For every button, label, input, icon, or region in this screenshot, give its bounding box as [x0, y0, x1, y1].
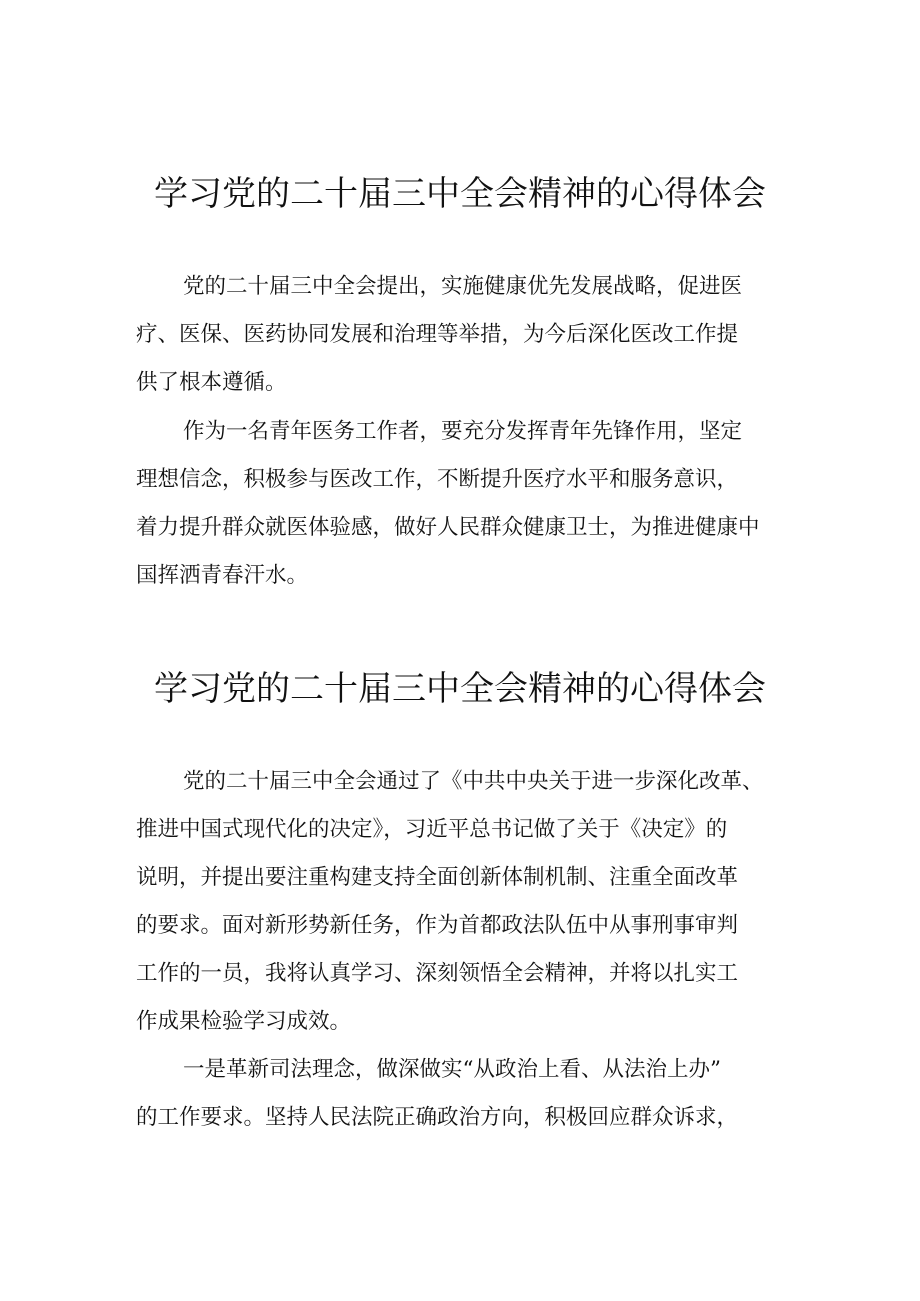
- paragraph-line: 一是革新司法理念，做深做实“从政治上看、从法治上办”: [183, 1057, 721, 1082]
- section-1-title: 学习党的二十届三中全会精神的心得体会: [154, 174, 766, 214]
- paragraph-line: 着力提升群众就医体验感，做好人民群众健康卫士，为推进健康中: [136, 515, 760, 540]
- paragraph-line: 国挥洒青春汗水。: [136, 563, 309, 588]
- section-1-paragraph-1: [136, 263, 796, 407]
- paragraph-line: 的工作要求。坚持人民法院正确政治方向，积极回应群众诉求，: [136, 1105, 739, 1130]
- paragraph-line: 工作的一员，我将认真学习、深刻领悟全会精神，并将以扎实工: [136, 961, 739, 986]
- paragraph-line: 推进中国式现代化的决定》，习近平总书记做了关于《决定》的: [136, 817, 728, 842]
- paragraph-line: 党的二十届三中全会提出，实施健康优先发展战略，促进医: [183, 274, 743, 299]
- paragraph-line: 理想信念，积极参与医改工作，不断提升医疗水平和服务意识，: [136, 467, 739, 492]
- paragraph-line: 疗、医保、医药协同发展和治理等举措，为今后深化医改工作提: [136, 322, 739, 347]
- paragraph-line: 说明，并提出要注重构建支持全面创新体制机制、注重全面改革: [136, 865, 739, 890]
- section-2-paragraph-1: [136, 758, 796, 1046]
- paragraph-line: 作成果检验学习成效。: [136, 1009, 352, 1034]
- paragraph-line: 作为一名青年医务工作者，要充分发挥青年先锋作用，坚定: [183, 419, 743, 444]
- paragraph-line: 供了根本遵循。: [136, 370, 287, 395]
- section-1-paragraph-2: [136, 408, 796, 600]
- paragraph-line: 的要求。面对新形势新任务，作为首都政法队伍中从事刑事审判: [136, 913, 739, 938]
- section-2-paragraph-2: [136, 1046, 796, 1142]
- section-2-title: 学习党的二十届三中全会精神的心得体会: [154, 669, 766, 709]
- paragraph-line: 党的二十届三中全会通过了《中共中央关于进一步深化改革、: [183, 769, 764, 794]
